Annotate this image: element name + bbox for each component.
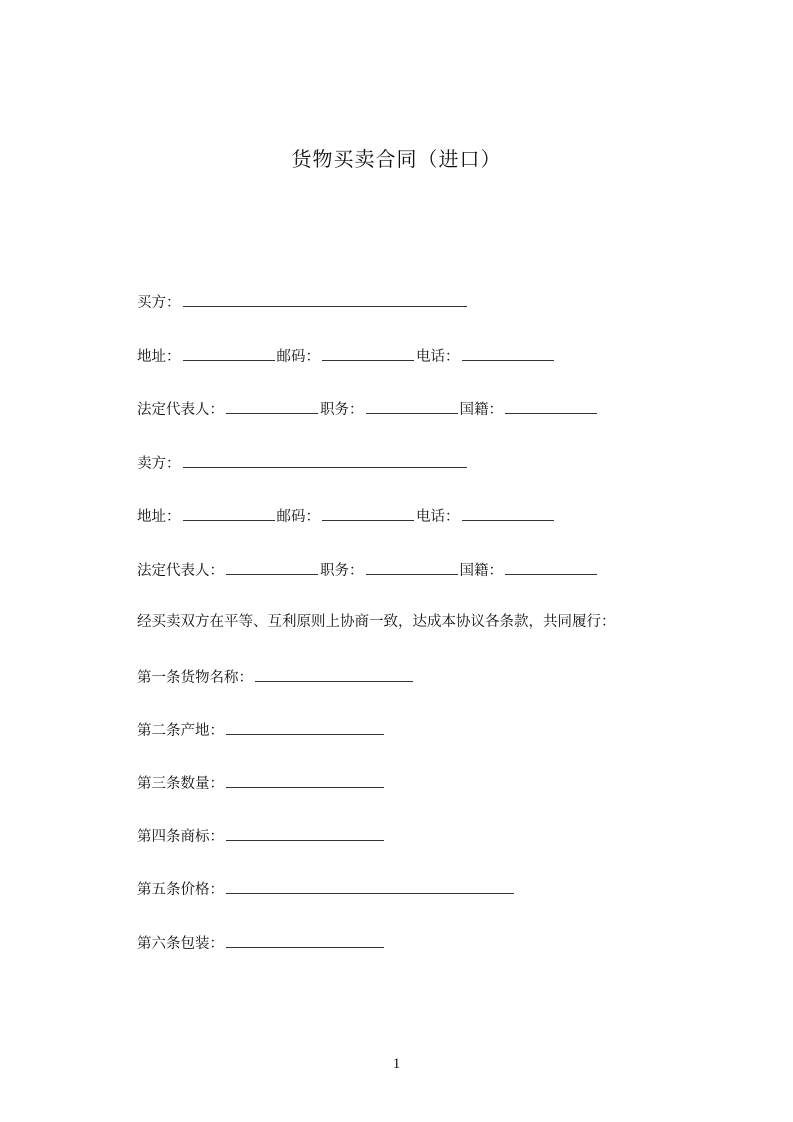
seller-address-blank[interactable]: [183, 505, 275, 521]
seller-label: 卖方：: [137, 456, 181, 472]
buyer-label: 买方：: [137, 295, 181, 311]
article-blank[interactable]: [226, 932, 384, 948]
buyer-nationality-label: 国籍：: [459, 402, 503, 418]
buyer-address-blank[interactable]: [183, 345, 275, 361]
buyer-blank[interactable]: [183, 291, 467, 307]
buyer-phone-label: 电话：: [416, 349, 460, 365]
seller-blank[interactable]: [183, 452, 467, 468]
seller-postcode-blank[interactable]: [322, 505, 414, 521]
seller-position-label: 职务：: [320, 563, 364, 579]
seller-nationality-blank[interactable]: [505, 559, 597, 575]
seller-line: [137, 452, 469, 472]
buyer-position-label: 职务：: [320, 402, 364, 418]
seller-rep-line: [137, 559, 599, 579]
buyer-phone-blank[interactable]: [462, 345, 554, 361]
buyer-position-blank[interactable]: [366, 398, 458, 414]
article-blank[interactable]: [226, 772, 384, 788]
article-label: 第六条包装：: [137, 936, 224, 952]
article-1: [137, 666, 415, 686]
article-6: [137, 932, 386, 952]
buyer-line: [137, 291, 469, 311]
seller-position-blank[interactable]: [366, 559, 458, 575]
buyer-contact-line: [137, 345, 556, 365]
seller-postcode-label: 邮码：: [276, 509, 320, 525]
article-blank[interactable]: [226, 719, 384, 735]
article-2: [137, 719, 386, 739]
seller-legal-rep-blank[interactable]: [226, 559, 318, 575]
seller-legal-rep-label: 法定代表人：: [137, 563, 224, 579]
article-label: 第三条数量：: [137, 776, 224, 792]
buyer-nationality-blank[interactable]: [505, 398, 597, 414]
seller-phone-blank[interactable]: [462, 505, 554, 521]
article-blank[interactable]: [226, 878, 514, 894]
buyer-legal-rep-blank[interactable]: [226, 398, 318, 414]
seller-contact-line: [137, 505, 556, 525]
buyer-rep-line: [137, 398, 599, 418]
article-label: 第五条价格：: [137, 882, 224, 898]
article-3: [137, 772, 386, 792]
seller-phone-label: 电话：: [416, 509, 460, 525]
intro-paragraph: 经买卖双方在平等、互利原则上协商一致，达成本协议各条款，共同履行：: [137, 614, 616, 630]
article-blank[interactable]: [255, 666, 413, 682]
article-label: 第一条货物名称：: [137, 670, 253, 686]
article-4: [137, 825, 386, 845]
page-number: 1: [392, 1056, 401, 1072]
article-blank[interactable]: [226, 825, 384, 841]
buyer-legal-rep-label: 法定代表人：: [137, 402, 224, 418]
document-title: 货物买卖合同（进口）: [291, 147, 502, 171]
article-label: 第二条产地：: [137, 723, 224, 739]
article-5: [137, 878, 516, 898]
buyer-postcode-blank[interactable]: [322, 345, 414, 361]
buyer-postcode-label: 邮码：: [276, 349, 320, 365]
article-label: 第四条商标：: [137, 829, 224, 845]
seller-address-label: 地址：: [137, 509, 181, 525]
buyer-address-label: 地址：: [137, 349, 181, 365]
seller-nationality-label: 国籍：: [459, 563, 503, 579]
